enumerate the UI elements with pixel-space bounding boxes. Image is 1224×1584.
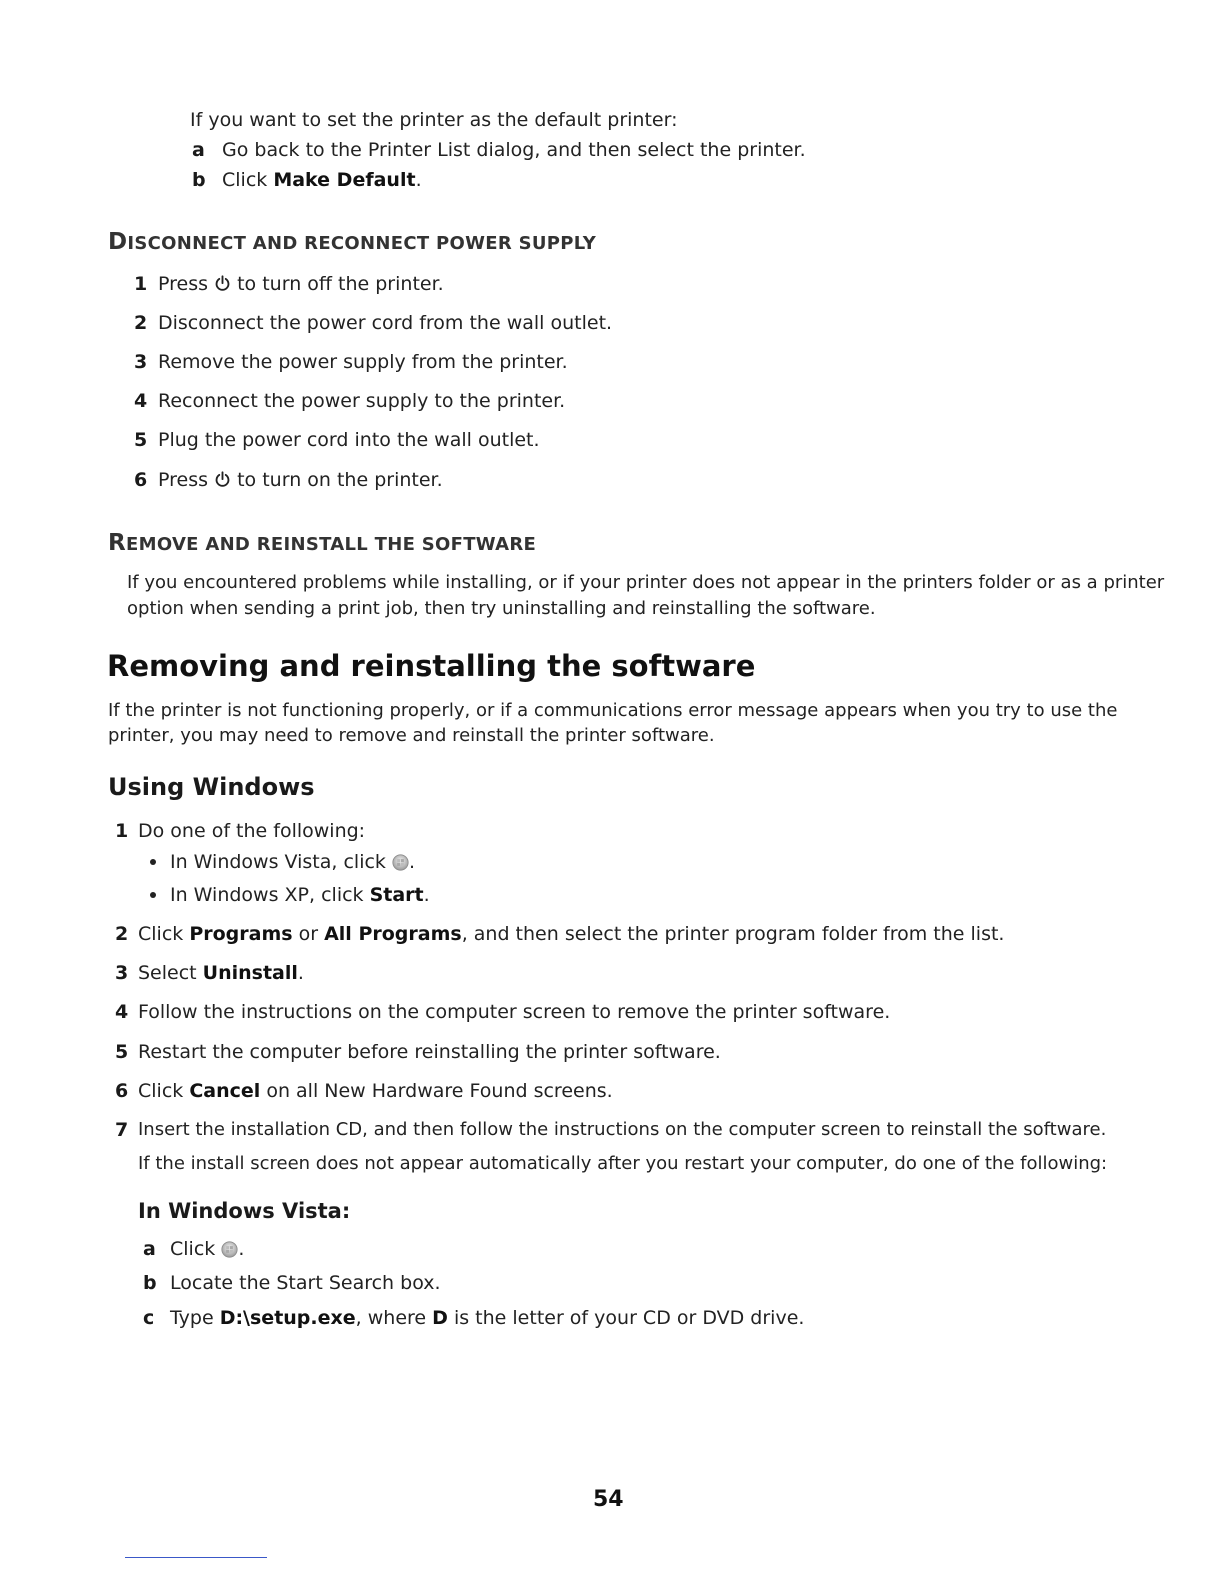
windows-start-orb-icon <box>392 854 409 871</box>
windows-heading: Using Windows <box>108 773 315 801</box>
step-pre: Select <box>138 962 203 984</box>
vista-step-a <box>170 1237 244 1262</box>
disconnect-step-3: Remove the power supply from the printer. <box>158 351 568 373</box>
remove-heading-rest: EMOVE AND REINSTALL THE SOFTWARE <box>126 534 537 555</box>
bullet-vista <box>170 850 415 875</box>
bullet-marker <box>150 892 156 898</box>
remove-body-line-2: option when sending a print job, then try uninstalling and reinstalling the software. <box>127 598 876 619</box>
disconnect-step-2: Disconnect the power cord from the wall outlet. <box>158 312 613 334</box>
bullet-xp-pre: In Windows XP, click <box>170 884 370 906</box>
start-label: Start <box>369 884 424 906</box>
disconnect-step-6 <box>158 468 443 493</box>
step-post: . <box>297 962 304 984</box>
windows-start-orb-icon <box>221 1241 238 1258</box>
programs-label: Programs <box>189 923 293 945</box>
windows-step-3 <box>138 961 304 986</box>
remove-heading-cap: R <box>108 530 127 556</box>
step-b-pre: Click <box>222 169 274 191</box>
windows-step-5: Restart the computer before reinstalling the printer software. <box>138 1041 721 1063</box>
disconnect-step-5: Plug the power cord into the wall outlet. <box>158 429 540 451</box>
page-number: 54 <box>593 1487 624 1512</box>
make-default-label: Make Default <box>273 169 416 191</box>
cancel-label: Cancel <box>189 1080 261 1102</box>
step-b-post: . <box>415 169 422 191</box>
bullet-vista-post: . <box>408 851 416 873</box>
windows-step-6 <box>138 1079 613 1104</box>
main-intro-line-2: printer, you may need to remove and reinstall the printer software. <box>108 725 715 746</box>
disconnect-step-num: 2 <box>134 312 148 334</box>
windows-step-num: 4 <box>115 1001 129 1023</box>
disconnect-step-num: 4 <box>134 390 148 412</box>
power-icon <box>214 471 231 488</box>
bullet-vista-pre: In Windows Vista, click <box>170 851 386 873</box>
step-pre: Press <box>158 469 209 491</box>
step-a-text: Go back to the Printer List dialog, and then select the printer. <box>222 139 806 161</box>
windows-step-num: 7 <box>115 1119 129 1141</box>
step-post: is the letter of your CD or DVD drive. <box>447 1307 805 1329</box>
vista-step-label: b <box>143 1272 157 1294</box>
drive-letter-label: D <box>432 1307 448 1329</box>
windows-step-2 <box>138 922 1004 947</box>
step-post: to turn on the printer. <box>237 469 443 491</box>
bullet-xp <box>170 883 430 908</box>
windows-step-num: 2 <box>115 923 129 945</box>
vista-step-label: a <box>143 1238 156 1260</box>
vista-step-label: c <box>143 1307 155 1329</box>
windows-step-num: 6 <box>115 1080 129 1102</box>
remove-body-line-1: If you encountered problems while installing, or if your printer does not appear in the printers folder or as a printer <box>127 572 1165 593</box>
step-pre: Press <box>158 273 209 295</box>
step-pre: Click <box>138 923 190 945</box>
windows-step-7-note: If the install screen does not appear automatically after you restart your computer, do one of the following: <box>138 1153 1108 1174</box>
remove-heading <box>108 529 536 559</box>
step-pre: Type <box>170 1307 220 1329</box>
bullet-xp-post: . <box>423 884 430 906</box>
step-mid: or <box>292 923 325 945</box>
step-b-label: b <box>192 169 206 191</box>
disconnect-heading-cap: D <box>108 229 128 255</box>
all-programs-label: All Programs <box>324 923 462 945</box>
uninstall-label: Uninstall <box>202 962 298 984</box>
setup-path-label: D:\setup.exe <box>219 1307 356 1329</box>
page-title: Removing and reinstalling the software <box>107 649 756 683</box>
disconnect-step-num: 5 <box>134 429 148 451</box>
footer-rule <box>125 1557 267 1558</box>
step-post: to turn off the printer. <box>237 273 444 295</box>
step-b-text <box>222 168 422 193</box>
disconnect-heading-rest: ISCONNECT AND RECONNECT POWER SUPPLY <box>127 233 597 254</box>
main-intro-line-1: If the printer is not functioning properly, or if a communications error message appears when you try to use the <box>108 700 1118 721</box>
windows-step-num: 3 <box>115 962 129 984</box>
disconnect-step-num: 1 <box>134 273 148 295</box>
step-post: on all New Hardware Found screens. <box>260 1080 613 1102</box>
disconnect-heading <box>108 228 596 258</box>
vista-heading: In Windows Vista: <box>138 1199 351 1223</box>
windows-step-num: 5 <box>115 1041 129 1063</box>
step-a-label: a <box>192 139 205 161</box>
step-mid: , where <box>355 1307 433 1329</box>
disconnect-step-4: Reconnect the power supply to the printer. <box>158 390 566 412</box>
windows-step-1: Do one of the following: <box>138 820 366 842</box>
bullet-marker <box>150 859 156 865</box>
windows-step-num: 1 <box>115 820 129 842</box>
step-post: , and then select the printer program folder from the list. <box>461 923 1005 945</box>
vista-step-c <box>170 1306 804 1331</box>
windows-step-4: Follow the instructions on the computer screen to remove the printer software. <box>138 1001 891 1023</box>
default-printer-intro: If you want to set the printer as the default printer: <box>190 109 678 131</box>
step-pre: Click <box>170 1238 216 1260</box>
step-post: . <box>238 1238 245 1260</box>
vista-step-b: Locate the Start Search box. <box>170 1272 441 1294</box>
disconnect-step-1 <box>158 272 444 297</box>
disconnect-step-num: 3 <box>134 351 148 373</box>
windows-step-7: Insert the installation CD, and then follow the instructions on the computer screen to reinstall the software. <box>138 1119 1107 1140</box>
power-icon <box>214 275 231 292</box>
step-pre: Click <box>138 1080 190 1102</box>
disconnect-step-num: 6 <box>134 469 148 491</box>
